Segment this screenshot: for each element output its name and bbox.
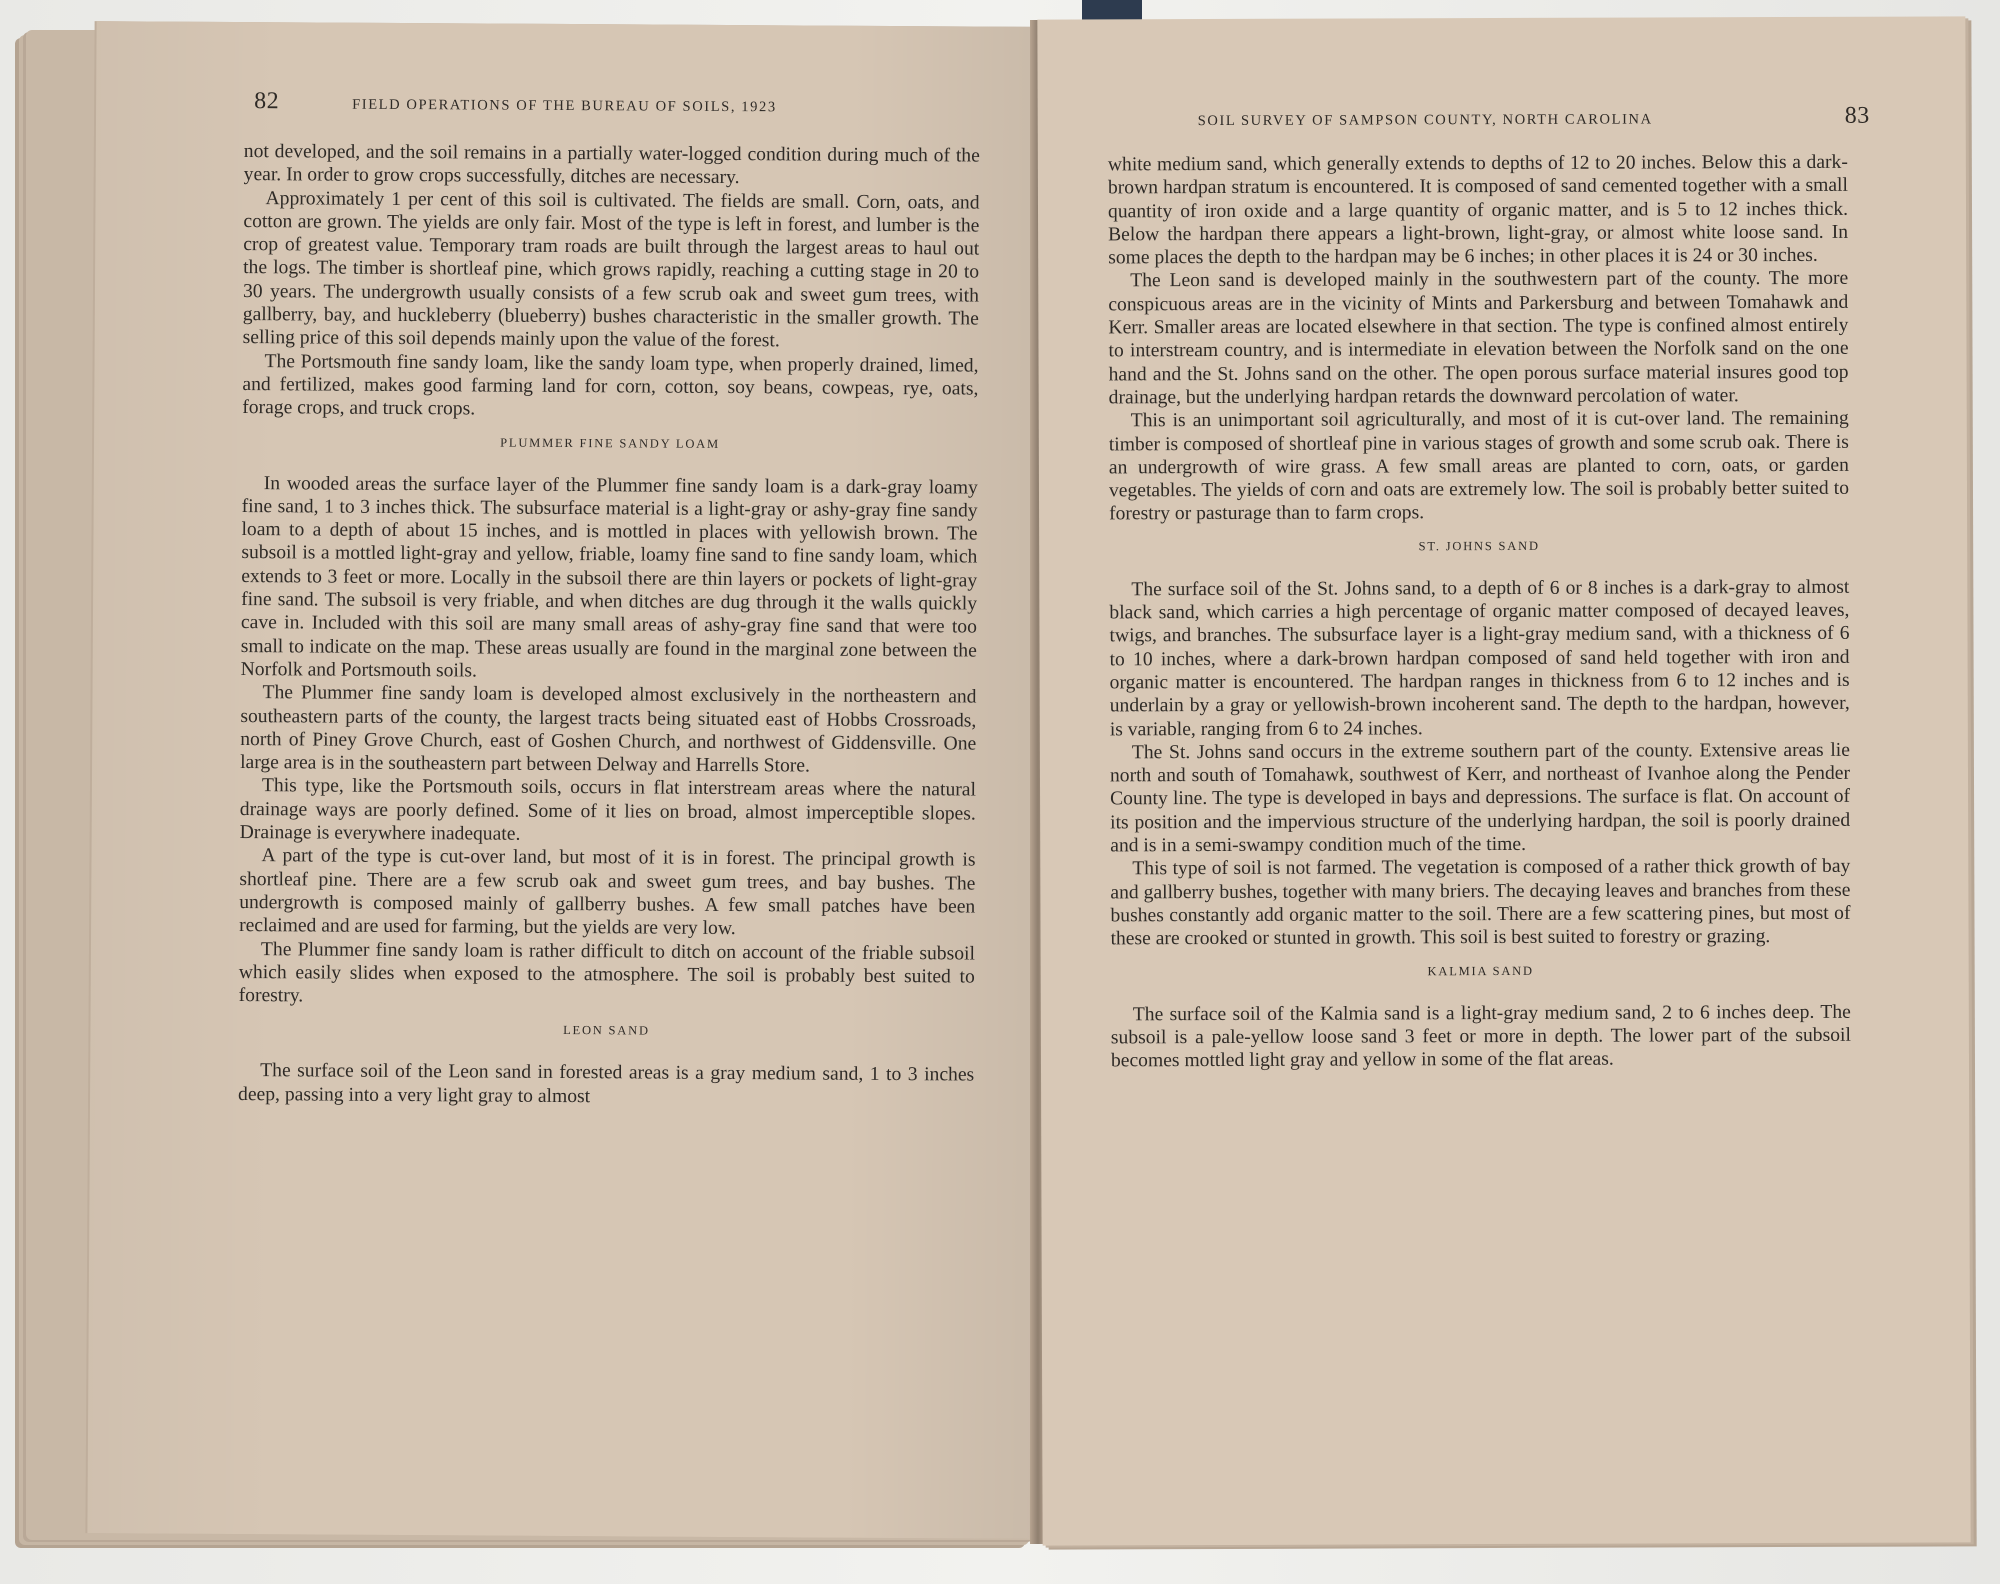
paragraph: In wooded areas the surface layer of the Plummer fine sandy loam is a dark-gray loamy fine sand, 1 to 3 inches thick. The subsurface material is a light-gray or ashy-gray fine sandy loam to a depth of about 15 inches, and is mottled in places with yellowish brown. The subsoil is a mottled light-gray and yellow, friable, loamy fine sand to fine sandy loam, which extends to 3 feet or more. Locally in the subsoil there are thin layers or pockets of light-gray fine sand. The subsoil is very friable, and when ditches are dug through it the walls quickly cave in. Included with this soil are many small areas of ashy-gray fine sand that were too small to indicate on the map. These areas usually are found in the marginal zone between the Norfolk and Portsmouth soils. (240, 472, 978, 682)
paragraph: The Plummer fine sandy loam is developed almost exclusively in the northeastern and southeastern parts of the county, the largest tracts being situated east of Hobbs Crossroads, north of Piney Grove Church, east of Goshen Church, and northwest of Giddensville. One large area is in the southeastern part between Delway and Harrells Store. (240, 682, 977, 777)
left-running-head: FIELD OPERATIONS OF THE BUREAU OF SOILS, 1923 (352, 96, 777, 116)
paragraph: The St. Johns sand occurs in the extreme southern part of the county. Extensive areas lie north and south of Tomahawk, southwest of Kerr, and northeast of Ivanhoe along the Pender County line. The type is developed in bays and depressions. The surface is flat. On account of its position and the impervious structure of the underlying hardpan, the soil is poorly drained and is in a semi-swampy condition much of the time. (1109, 739, 1851, 857)
section-heading-plummer: PLUMMER FINE SANDY LOAM (500, 435, 720, 451)
paragraph: The Leon sand is developed mainly in the southwestern part of the county. The more conspicuous areas are in the vicinity of Mints and Parkersburg and between Tomahawk and Kerr. Smaller areas are located elsewhere in that section. The type is confined almost entirely to interstream country, and is intermediate in elevation between the Norfolk sand on the one hand and the St. Johns sand on the other. The open porous surface material insures good top drainage, but the underlying hardpan retards the downward percolation of water. (1108, 268, 1849, 409)
left-page-number: 82 (254, 88, 280, 115)
paragraph: This type, like the Portsmouth soils, occurs in flat interstream areas where the natural drainage ways are poorly defined. Some of it lies on broad, almost imperceptible slopes. Drainage is everywhere inadequate. (239, 775, 977, 845)
paragraph: The surface soil of the Leon sand in forested areas is a gray medium sand, 1 to 3 inches deep, passing into a very light gray to almost (238, 1060, 975, 1107)
paragraph: This type of soil is not farmed. The vegetation is composed of a rather thick growth of bay and gallberry bushes, together with many briers. The decaying leaves and branches from these bushes constantly add organic matter to the soil. There are a few scattering pines, but most of these are crooked or stunted in growth. This soil is best suited to forestry or grazing. (1110, 856, 1851, 950)
section-heading-kalmia: KALMIA SAND (1427, 963, 1534, 978)
paragraph: Approximately 1 per cent of this soil is cultivated. The fields are small. Corn, oats, and cotton are grown. The yields are only fair. Most of the type is left in forest, and lumber is the crop of greatest value. Temporary tram roads are built through the largest areas to haul out the logs. The timber is shortleaf pine, which grows rapidly, reaching a cutting stage in 20 to 30 years. The undergrowth usually consists of a few scrub oak and sweet gum trees, with gallberry, bay, and huckleberry (blueberry) bushes characteristic in the smaller growth. The selling price of this soil depends mainly upon the value of the forest. (242, 187, 980, 352)
left-text-block (238, 140, 980, 1110)
section-heading-leon: LEON SAND (563, 1023, 650, 1038)
paragraph: This is an unimportant soil agriculturally, and most of it is cut-over land. The remaining timber is composed of shortleaf pine in various stages of growth and some scrub oak. There is an undergrowth of wire grass. A few small areas are planted to corn, oats, or garden vegetables. The yields of corn and oats are extremely low. The soil is probably better suited to forestry or pasturage than to farm crops. (1108, 408, 1850, 525)
section-heading-st-johns: ST. JOHNS SAND (1418, 538, 1540, 554)
paragraph: The surface soil of the Kalmia sand is a light-gray medium sand, 2 to 6 inches deep. The subsoil is a pale-yellow loose sand 3 feet or more in depth. The lower part of the subsoil becomes mottled light gray and yellow in some of the flat areas. (1110, 1001, 1851, 1072)
right-page-number: 83 (1844, 102, 1870, 129)
paragraph: The Plummer fine sandy loam is rather difficult to ditch on account of the friable subsoil which easily slides when exposed to the atmosphere. The soil is probably best suited to forestry. (238, 938, 976, 1007)
paragraph: white medium sand, which generally extends to depths of 12 to 20 inches. Below this a dark-brown hardpan stratum is encountered. It is composed of sand cemented together with a small quantity of iron oxide and a large quantity of organic matter, and is 5 to 12 inches thick. Below the hardpan there appears a light-brown, light-gray, or almost white loose sand. In some places the depth to the hardpan may be 6 inches; in other places it is 24 or 30 inches. (1107, 151, 1849, 269)
paragraph: The surface soil of the St. Johns sand, to a depth of 6 or 8 inches is a dark-gray to almost black sand, which carries a high percentage of organic matter composed of decayed leaves, twigs, and branches. The subsurface layer is a light-gray medium sand, with a thickness of 6 to 10 inches, where a dark-brown hardpan composed of sand held together with iron and organic matter is encountered. The hardpan ranges in thickness from 6 to 12 inches and is underlain by a gray or yellowish-brown incoherent sand. The depth to the hardpan, however, is variable, ranging from 6 to 24 inches. (1109, 576, 1850, 740)
paragraph: A part of the type is cut-over land, but most of it is in forest. The principal growth is shortleaf pine. There are a few scrub oak and sweet gum trees, and bay bushes. The undergrowth is composed mainly of gallberry bushes. A few small patches have been reclaimed and are used for farming, but the yields are very low. (239, 845, 976, 940)
right-page (1037, 16, 1970, 1545)
right-text-block (1108, 151, 1851, 1073)
paragraph: not developed, and the soil remains in a partially water-logged condition during much of the year. In order to grow crops successfully, ditches are necessary. (243, 141, 980, 189)
right-running-head: SOIL SURVEY OF SAMPSON COUNTY, NORTH CAROLINA (1197, 111, 1653, 130)
paragraph: The Portsmouth fine sandy loam, like the sandy loam type, when properly drained, limed, and fertilized, makes good farming land for corn, cotton, soy beans, cowpeas, rye, oats, forage crops, and truck crops. (242, 350, 979, 420)
left-page (87, 21, 1038, 1539)
